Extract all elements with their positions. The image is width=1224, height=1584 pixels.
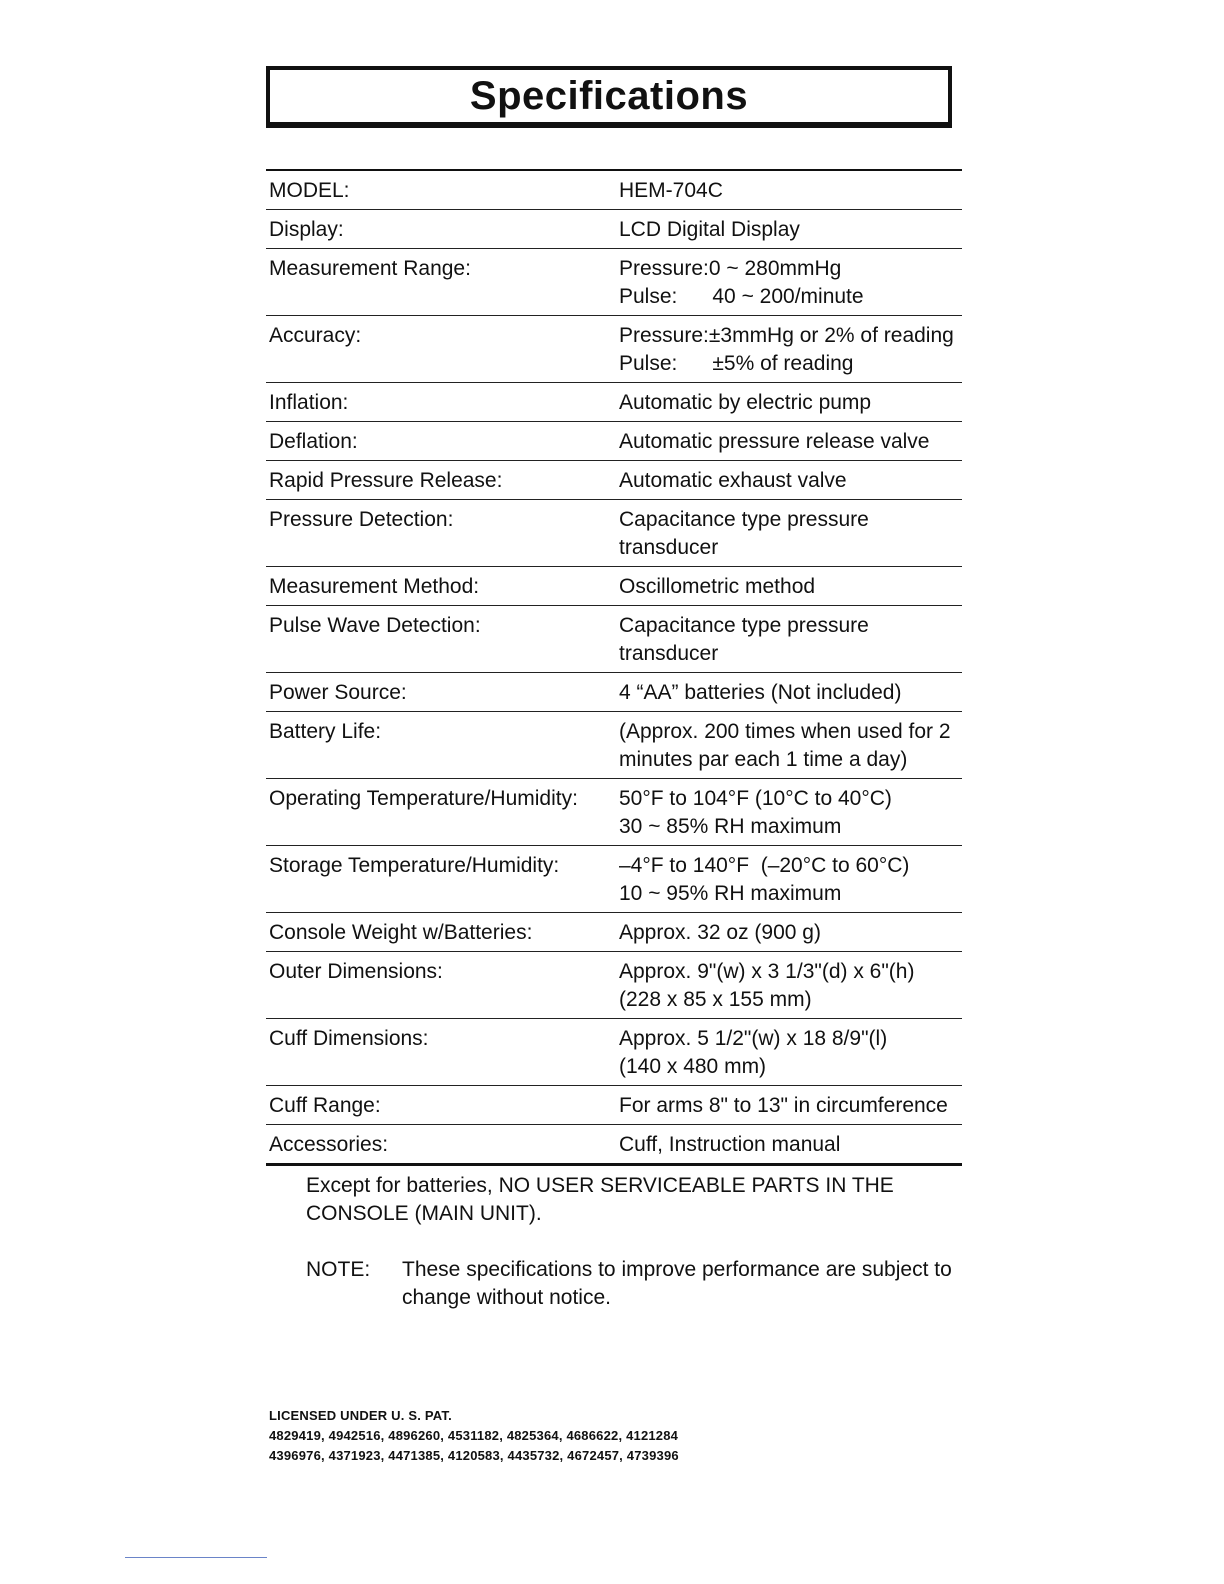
- spec-value-line: 10 ~ 95% RH maximum: [619, 882, 842, 905]
- spec-label: Cuff Range:: [269, 1094, 381, 1117]
- bottom-rule: [125, 1557, 267, 1558]
- spec-row: [266, 460, 962, 499]
- spec-value: [619, 1019, 962, 1085]
- spec-value: [619, 461, 962, 499]
- spec-value-line: Approx. 5 1/2"(w) x 18 8/9"(l): [619, 1027, 888, 1050]
- spec-value: [619, 500, 962, 566]
- spec-label: Cuff Dimensions:: [269, 1027, 429, 1050]
- spec-value-line: Cuff, Instruction manual: [619, 1133, 841, 1156]
- spec-value-line: transducer: [619, 642, 719, 665]
- spec-value-line: Pressure:0 ~ 280mmHg: [619, 257, 842, 280]
- spec-row: [266, 171, 962, 209]
- spec-value: [619, 422, 962, 460]
- spec-label: Accessories:: [269, 1133, 389, 1156]
- spec-label: Pulse Wave Detection:: [269, 614, 481, 637]
- title-box: [266, 66, 952, 128]
- spec-value: [619, 846, 962, 912]
- spec-value-line: –4°F to 140°F (–20°C to 60°C): [619, 854, 910, 877]
- spec-value: [619, 673, 962, 711]
- spec-value-line: 50°F to 104°F (10°C to 40°C): [619, 787, 892, 810]
- spec-value-line: Approx. 9"(w) x 3 1/3"(d) x 6"(h): [619, 960, 915, 983]
- spec-value: [619, 779, 962, 845]
- spec-row: [266, 248, 962, 315]
- spec-row: [266, 499, 962, 566]
- spec-value: [619, 1125, 962, 1163]
- spec-value-line: Oscillometric method: [619, 575, 816, 598]
- spec-value-line: For arms 8" to 13" in circumference: [619, 1094, 948, 1117]
- spec-value-line: Capacitance type pressure: [619, 614, 869, 637]
- spec-row: [266, 605, 962, 672]
- spec-value: [619, 171, 962, 209]
- spec-row: [266, 711, 962, 778]
- note-label: NOTE:: [306, 1258, 371, 1281]
- spec-value: [619, 952, 962, 1018]
- note-block: [306, 1256, 966, 1312]
- service-note: Except for batteries, NO USER SERVICEABLE PARTS IN THE CONSOLE (MAIN UNIT).: [306, 1174, 894, 1225]
- spec-value-line: 30 ~ 85% RH maximum: [619, 815, 842, 838]
- spec-value-line: Automatic pressure release valve: [619, 430, 930, 453]
- spec-value: [619, 1086, 962, 1124]
- spec-label: Deflation:: [269, 430, 358, 453]
- spec-value-line: Capacitance type pressure: [619, 508, 869, 531]
- spec-value-line: minutes par each 1 time a day): [619, 748, 908, 771]
- spec-label: MODEL:: [269, 179, 350, 202]
- spec-table: [266, 169, 962, 1166]
- patent-heading: LICENSED UNDER U. S. PAT.: [269, 1408, 452, 1423]
- spec-row: [266, 912, 962, 951]
- spec-label: Power Source:: [269, 681, 407, 704]
- patent-line: 4829419, 4942516, 4896260, 4531182, 4825364, 4686622, 4121284: [269, 1428, 679, 1443]
- spec-row: [266, 315, 962, 382]
- spec-label: Console Weight w/Batteries:: [269, 921, 533, 944]
- spec-row: [266, 1018, 962, 1085]
- spec-label: Battery Life:: [269, 720, 382, 743]
- spec-label: Operating Temperature/Humidity:: [269, 787, 578, 810]
- spec-value-line: 4 “AA” batteries (Not included): [619, 681, 902, 704]
- spec-value-line: (228 x 85 x 155 mm): [619, 988, 812, 1011]
- spec-row: [266, 672, 962, 711]
- patent-notice: [269, 1406, 869, 1466]
- spec-value: [619, 249, 962, 315]
- spec-label: Display:: [269, 218, 344, 241]
- spec-value-line: Automatic exhaust valve: [619, 469, 847, 492]
- spec-value: [619, 606, 962, 672]
- spec-label: Measurement Method:: [269, 575, 480, 598]
- spec-row: [266, 421, 962, 460]
- spec-value-line: Approx. 32 oz (900 g): [619, 921, 821, 944]
- spec-row: [266, 1124, 962, 1163]
- spec-row: [266, 209, 962, 248]
- spec-label: Rapid Pressure Release:: [269, 469, 503, 492]
- spec-value: [619, 210, 962, 248]
- spec-label: Storage Temperature/Humidity:: [269, 854, 560, 877]
- spec-value: [619, 567, 962, 605]
- spec-value: [619, 383, 962, 421]
- spec-value-line: (Approx. 200 times when used for 2: [619, 720, 951, 743]
- spec-value-line: Pulse: ±5% of reading: [619, 352, 854, 375]
- spec-label: Pressure Detection:: [269, 508, 454, 531]
- spec-value-line: Pulse: 40 ~ 200/minute: [619, 285, 864, 308]
- spec-label: Accuracy:: [269, 324, 362, 347]
- spec-value-line: (140 x 480 mm): [619, 1055, 767, 1078]
- spec-value: [619, 316, 962, 382]
- spec-value-line: Pressure:±3mmHg or 2% of reading: [619, 324, 954, 347]
- note-text: These specifications to improve performance are subject to change without notice.: [402, 1258, 952, 1309]
- page-title: Specifications: [469, 73, 749, 118]
- spec-value: [619, 913, 962, 951]
- spec-value-line: HEM-704C: [619, 179, 723, 202]
- spec-label: Outer Dimensions:: [269, 960, 443, 983]
- spec-row: [266, 778, 962, 845]
- spec-value-line: transducer: [619, 536, 719, 559]
- spec-row: [266, 382, 962, 421]
- spec-value-line: LCD Digital Display: [619, 218, 800, 241]
- spec-row: [266, 1085, 962, 1124]
- patent-line: 4396976, 4371923, 4471385, 4120583, 4435732, 4672457, 4739396: [269, 1448, 679, 1463]
- spec-label: Measurement Range:: [269, 257, 471, 280]
- spec-label: Inflation:: [269, 391, 349, 414]
- spec-row: [266, 951, 962, 1018]
- spec-value-line: Automatic by electric pump: [619, 391, 872, 414]
- spec-row: [266, 845, 962, 912]
- spec-row: [266, 566, 962, 605]
- spec-value: [619, 712, 962, 778]
